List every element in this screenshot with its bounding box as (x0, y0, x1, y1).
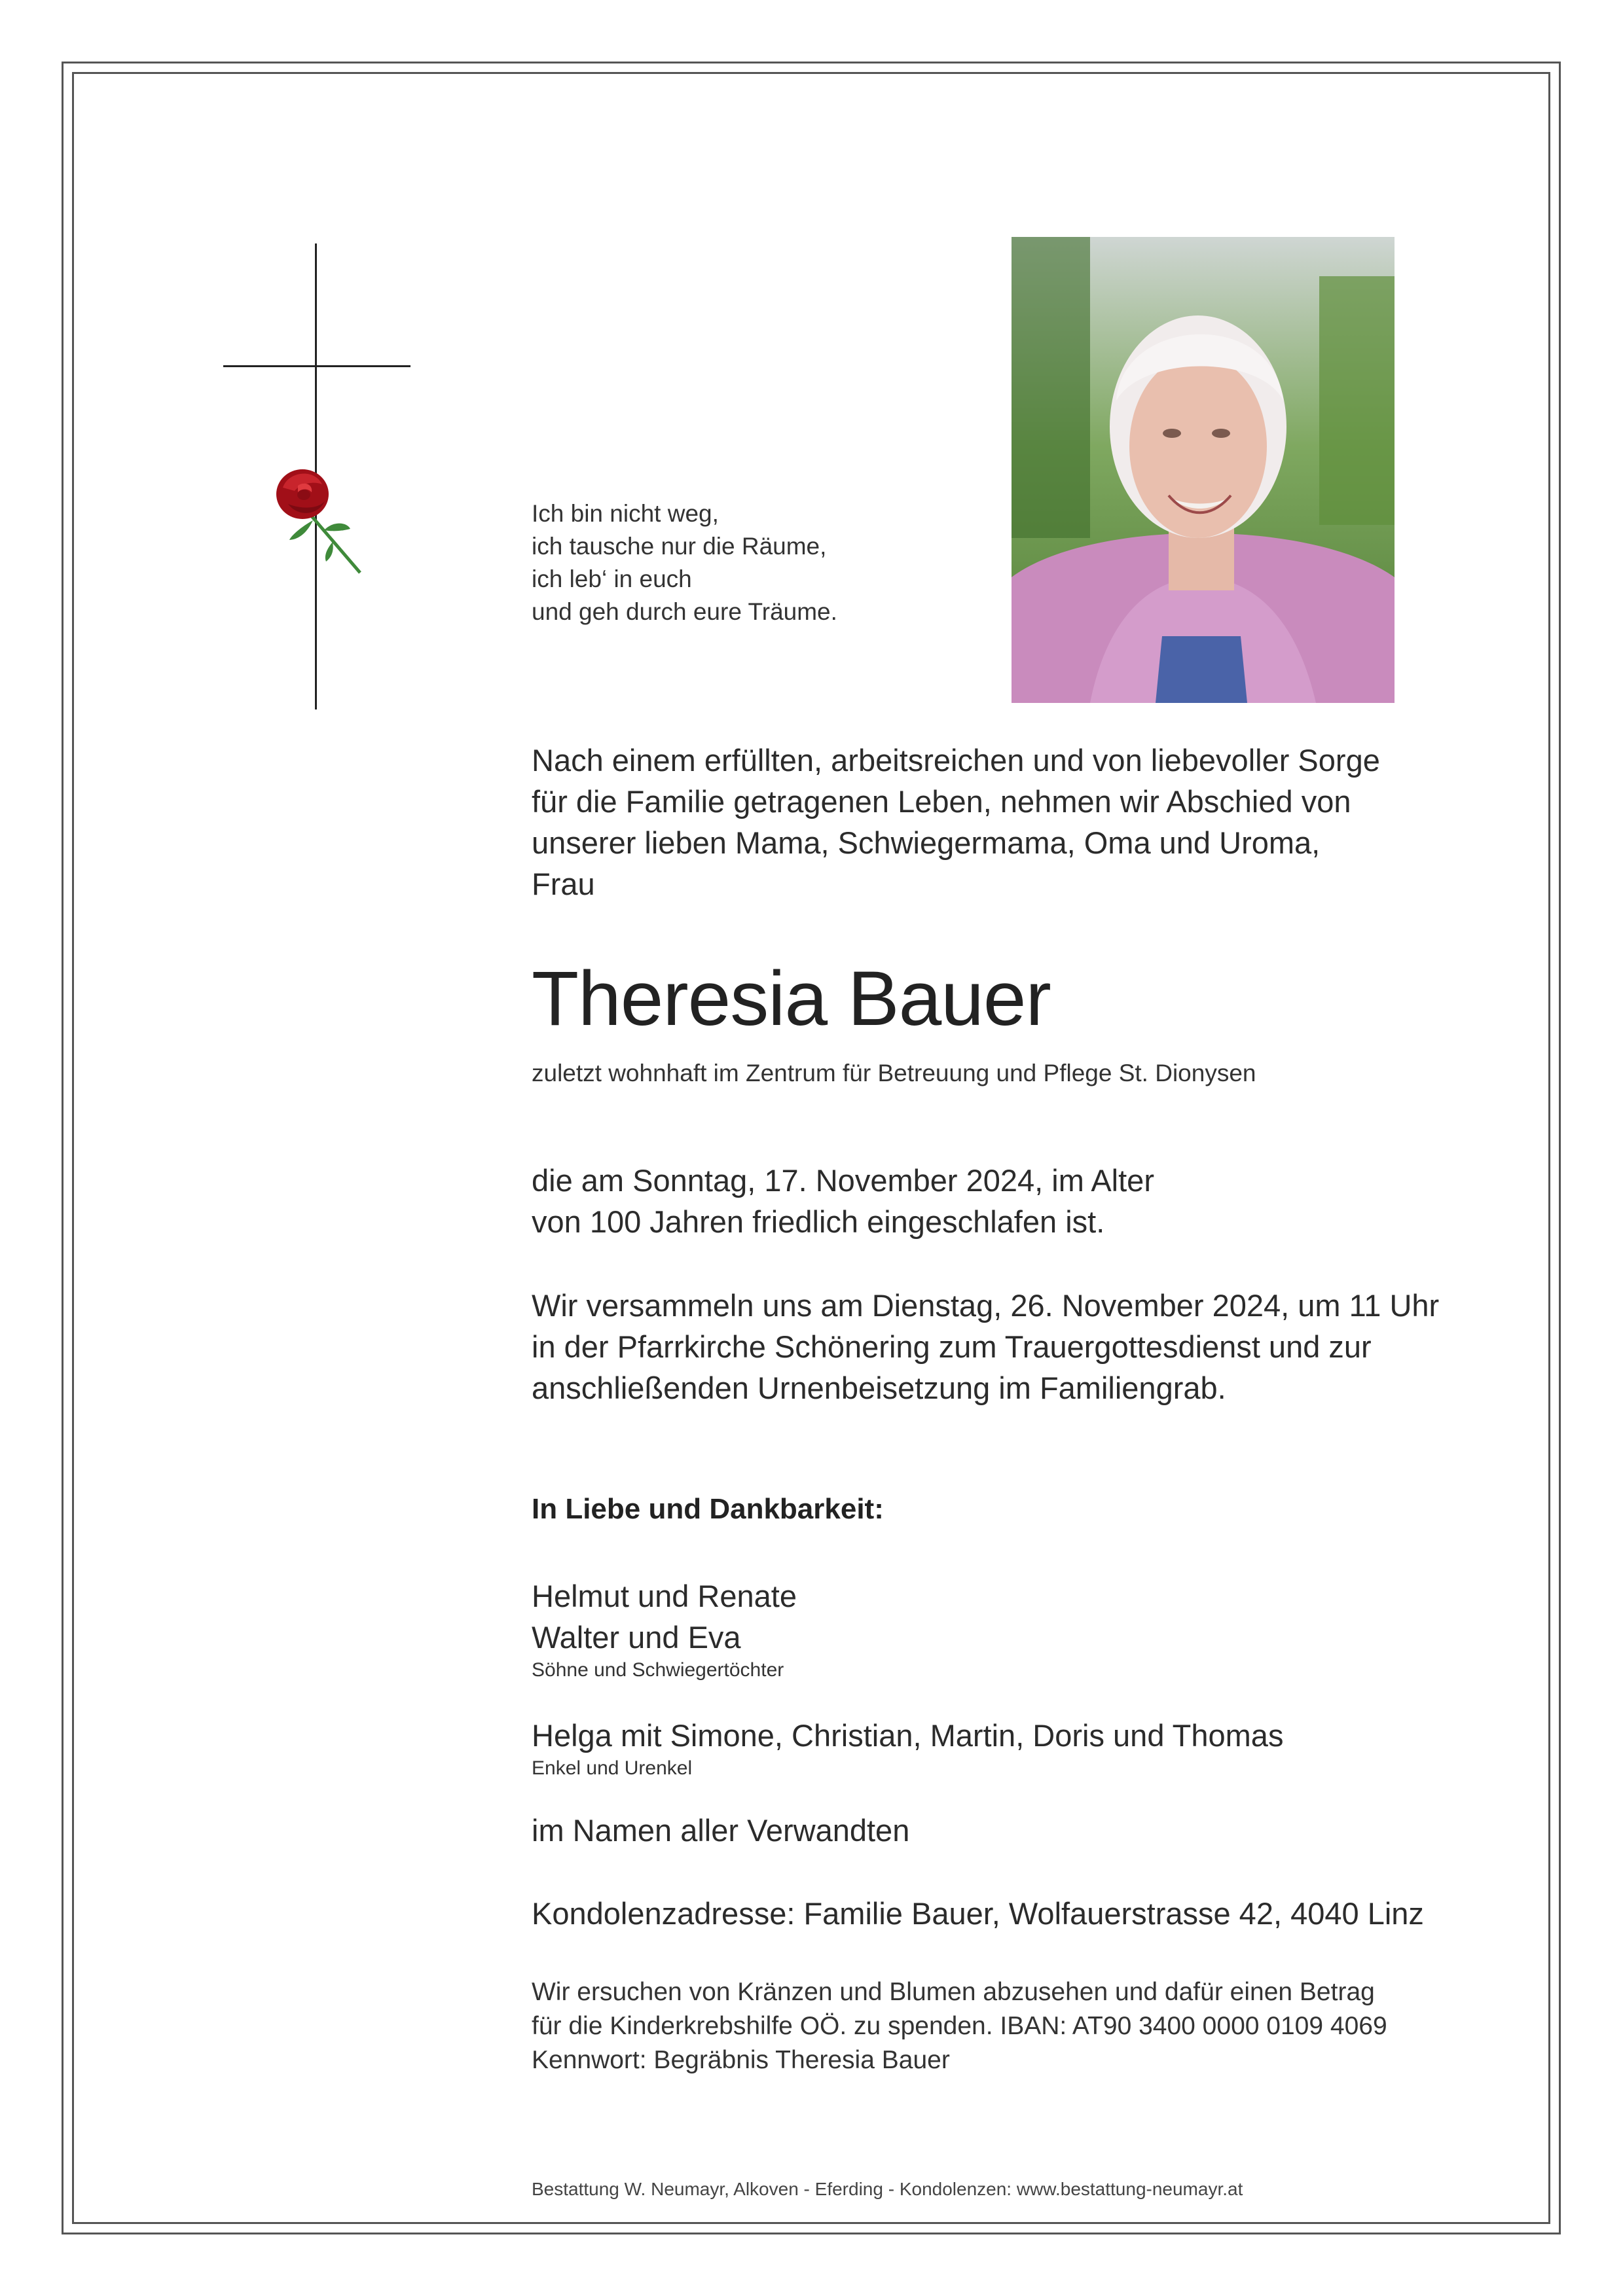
intro-line: unserer lieben Mama, Schwiegermama, Oma und Uroma, (532, 825, 1321, 860)
intro-paragraph (532, 740, 1380, 905)
intro-line: für die Familie getragenen Leben, nehmen wir Abschied von (532, 784, 1351, 819)
death-line: die am Sonntag, 17. November 2024, im Alter (532, 1163, 1154, 1198)
mourner-relation: Enkel und Urenkel (532, 1757, 693, 1779)
poem-line: Ich bin nicht weg, (532, 500, 719, 527)
footer-funeral-home: Bestattung W. Neumayr, Alkoven - Eferding - Kondolenzen: www.bestattung-neumayr.at (532, 2179, 1243, 2199)
intro-line: Nach einem erfüllten, arbeitsreichen und von liebevoller Sorge (532, 743, 1380, 778)
death-line: von 100 Jahren friedlich eingeschlafen ist. (532, 1204, 1105, 1239)
poem (532, 497, 837, 628)
poem-line: ich tausche nur die Räume, (532, 533, 827, 560)
deceased-residence: zuletzt wohnhaft im Zentrum für Betreuung und Pflege St. Dionysen (532, 1060, 1256, 1086)
mourners-heading: In Liebe und Dankbarkeit: (532, 1493, 884, 1525)
portrait-photo (1012, 237, 1395, 703)
mourners-group-sons (532, 1575, 797, 1683)
mourners-group-grandchildren (532, 1715, 1283, 1781)
donation-line: Wir ersuchen von Kränzen und Blumen abzusehen und dafür einen Betrag (532, 1978, 1375, 2006)
mourner-names: Walter und Eva (532, 1620, 741, 1655)
donation-line: Kennwort: Begräbnis Theresia Bauer (532, 2046, 950, 2074)
ceremony-line: Wir versammeln uns am Dienstag, 26. November 2024, um 11 Uhr (532, 1288, 1440, 1323)
ceremony-line: anschließenden Urnenbeisetzung im Familiengrab. (532, 1371, 1226, 1405)
mourner-names: Helmut und Renate (532, 1579, 797, 1613)
donation-line: für die Kinderkrebshilfe OÖ. zu spenden. IBAN: AT90 3400 0000 0109 4069 (532, 2012, 1387, 2040)
cross-horizontal-bar (223, 365, 410, 367)
poem-line: und geh durch eure Träume. (532, 598, 837, 625)
death-paragraph (532, 1160, 1154, 1242)
condolence-address: Kondolenzadresse: Familie Bauer, Wolfauerstrasse 42, 4040 Linz (532, 1896, 1424, 1931)
relatives-line: im Namen aller Verwandten (532, 1813, 910, 1848)
donation-note (532, 1975, 1387, 2077)
intro-line: Frau (532, 867, 595, 901)
rose-icon (262, 458, 367, 583)
poem-line: ich leb‘ in euch (532, 565, 692, 592)
mourner-names: Helga mit Simone, Christian, Martin, Doris und Thomas (532, 1718, 1284, 1753)
ceremony-paragraph (532, 1285, 1439, 1408)
ceremony-line: in der Pfarrkirche Schönering zum Trauergottesdienst und zur (532, 1329, 1372, 1364)
deceased-name: Theresia Bauer (532, 956, 1051, 1042)
mourner-relation: Söhne und Schwiegertöchter (532, 1659, 784, 1681)
